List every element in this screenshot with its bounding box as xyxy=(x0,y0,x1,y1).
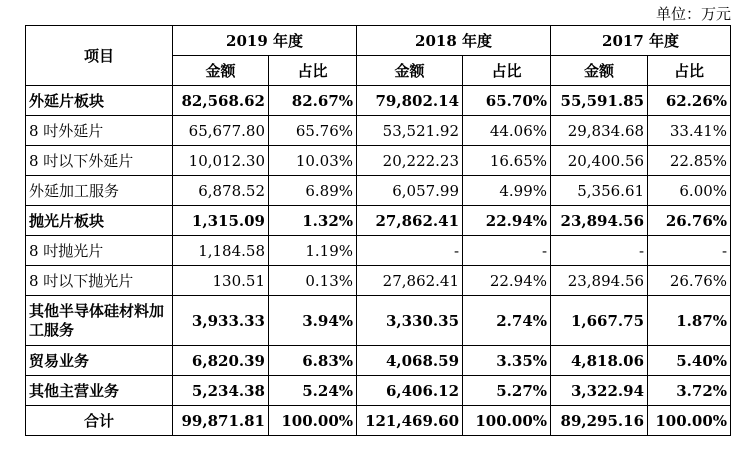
table-row xyxy=(26,146,731,176)
header-amount: 金额 xyxy=(551,56,648,86)
ratio-cell: 5.24% xyxy=(269,376,357,406)
amount-cell: 5,234.38 xyxy=(173,376,269,406)
ratio-cell: 22.94% xyxy=(463,266,551,296)
ratio-cell: - xyxy=(463,236,551,266)
ratio-cell: 1.87% xyxy=(648,296,731,346)
row-label: 8 吋以下外延片 xyxy=(26,146,173,176)
row-label: 外延片板块 xyxy=(26,86,173,116)
row-label: 其他主营业务 xyxy=(26,376,173,406)
amount-cell: 3,933.33 xyxy=(173,296,269,346)
amount-cell: 10,012.30 xyxy=(173,146,269,176)
amount-cell: 6,406.12 xyxy=(357,376,463,406)
ratio-cell: 22.85% xyxy=(648,146,731,176)
ratio-cell: 100.00% xyxy=(463,406,551,436)
row-label: 8 吋外延片 xyxy=(26,116,173,146)
table-row xyxy=(26,236,731,266)
amount-cell: 121,469.60 xyxy=(357,406,463,436)
row-label: 其他半导体硅材料加工服务 xyxy=(26,296,173,346)
table-row xyxy=(26,206,731,236)
row-label: 外延加工服务 xyxy=(26,176,173,206)
amount-cell: 4,068.59 xyxy=(357,346,463,376)
amount-cell: 65,677.80 xyxy=(173,116,269,146)
amount-cell: 89,295.16 xyxy=(551,406,648,436)
ratio-cell: 22.94% xyxy=(463,206,551,236)
ratio-cell: 100.00% xyxy=(648,406,731,436)
header-ratio: 占比 xyxy=(269,56,357,86)
table-row xyxy=(26,296,731,346)
header-item: 项目 xyxy=(26,26,173,86)
ratio-cell: 3.94% xyxy=(269,296,357,346)
ratio-cell: - xyxy=(648,236,731,266)
ratio-cell: 65.70% xyxy=(463,86,551,116)
amount-cell: 1,667.75 xyxy=(551,296,648,346)
amount-cell: 1,184.58 xyxy=(173,236,269,266)
row-label: 合计 xyxy=(26,406,173,436)
amount-cell: 29,834.68 xyxy=(551,116,648,146)
table-row xyxy=(26,116,731,146)
ratio-cell: 16.65% xyxy=(463,146,551,176)
unit-label: 单位：万元 xyxy=(655,5,731,23)
table-row xyxy=(26,346,731,376)
amount-cell: - xyxy=(551,236,648,266)
amount-cell: 6,057.99 xyxy=(357,176,463,206)
amount-cell: 4,818.06 xyxy=(551,346,648,376)
ratio-cell: 26.76% xyxy=(648,206,731,236)
table-row xyxy=(26,406,731,436)
header-amount: 金额 xyxy=(357,56,463,86)
ratio-cell: 2.74% xyxy=(463,296,551,346)
amount-cell: 6,820.39 xyxy=(173,346,269,376)
amount-cell: 99,871.81 xyxy=(173,406,269,436)
ratio-cell: 10.03% xyxy=(269,146,357,176)
ratio-cell: 4.99% xyxy=(463,176,551,206)
ratio-cell: 6.83% xyxy=(269,346,357,376)
header-year-2018: 2018 年度 xyxy=(357,26,551,56)
ratio-cell: 82.67% xyxy=(269,86,357,116)
ratio-cell: 1.32% xyxy=(269,206,357,236)
row-label: 8 吋抛光片 xyxy=(26,236,173,266)
ratio-cell: 1.19% xyxy=(269,236,357,266)
amount-cell: 6,878.52 xyxy=(173,176,269,206)
amount-cell: - xyxy=(357,236,463,266)
amount-cell: 53,521.92 xyxy=(357,116,463,146)
header-amount: 金额 xyxy=(173,56,269,86)
ratio-cell: 33.41% xyxy=(648,116,731,146)
amount-cell: 55,591.85 xyxy=(551,86,648,116)
ratio-cell: 3.35% xyxy=(463,346,551,376)
ratio-cell: 100.00% xyxy=(269,406,357,436)
revenue-table xyxy=(25,25,731,436)
row-label: 8 吋以下抛光片 xyxy=(26,266,173,296)
ratio-cell: 26.76% xyxy=(648,266,731,296)
header-year-2019: 2019 年度 xyxy=(173,26,357,56)
table-row xyxy=(26,266,731,296)
amount-cell: 3,322.94 xyxy=(551,376,648,406)
amount-cell: 23,894.56 xyxy=(551,266,648,296)
table-row xyxy=(26,176,731,206)
header-ratio: 占比 xyxy=(648,56,731,86)
amount-cell: 20,222.23 xyxy=(357,146,463,176)
ratio-cell: 0.13% xyxy=(269,266,357,296)
amount-cell: 79,802.14 xyxy=(357,86,463,116)
amount-cell: 1,315.09 xyxy=(173,206,269,236)
row-label: 抛光片板块 xyxy=(26,206,173,236)
header-year-2017: 2017 年度 xyxy=(551,26,731,56)
ratio-cell: 5.27% xyxy=(463,376,551,406)
amount-cell: 27,862.41 xyxy=(357,266,463,296)
amount-cell: 5,356.61 xyxy=(551,176,648,206)
table-row xyxy=(26,86,731,116)
ratio-cell: 62.26% xyxy=(648,86,731,116)
amount-cell: 23,894.56 xyxy=(551,206,648,236)
ratio-cell: 5.40% xyxy=(648,346,731,376)
amount-cell: 20,400.56 xyxy=(551,146,648,176)
row-label: 贸易业务 xyxy=(26,346,173,376)
ratio-cell: 44.06% xyxy=(463,116,551,146)
amount-cell: 3,330.35 xyxy=(357,296,463,346)
table-row xyxy=(26,376,731,406)
ratio-cell: 6.00% xyxy=(648,176,731,206)
header-ratio: 占比 xyxy=(463,56,551,86)
amount-cell: 82,568.62 xyxy=(173,86,269,116)
ratio-cell: 65.76% xyxy=(269,116,357,146)
amount-cell: 130.51 xyxy=(173,266,269,296)
ratio-cell: 6.89% xyxy=(269,176,357,206)
amount-cell: 27,862.41 xyxy=(357,206,463,236)
ratio-cell: 3.72% xyxy=(648,376,731,406)
